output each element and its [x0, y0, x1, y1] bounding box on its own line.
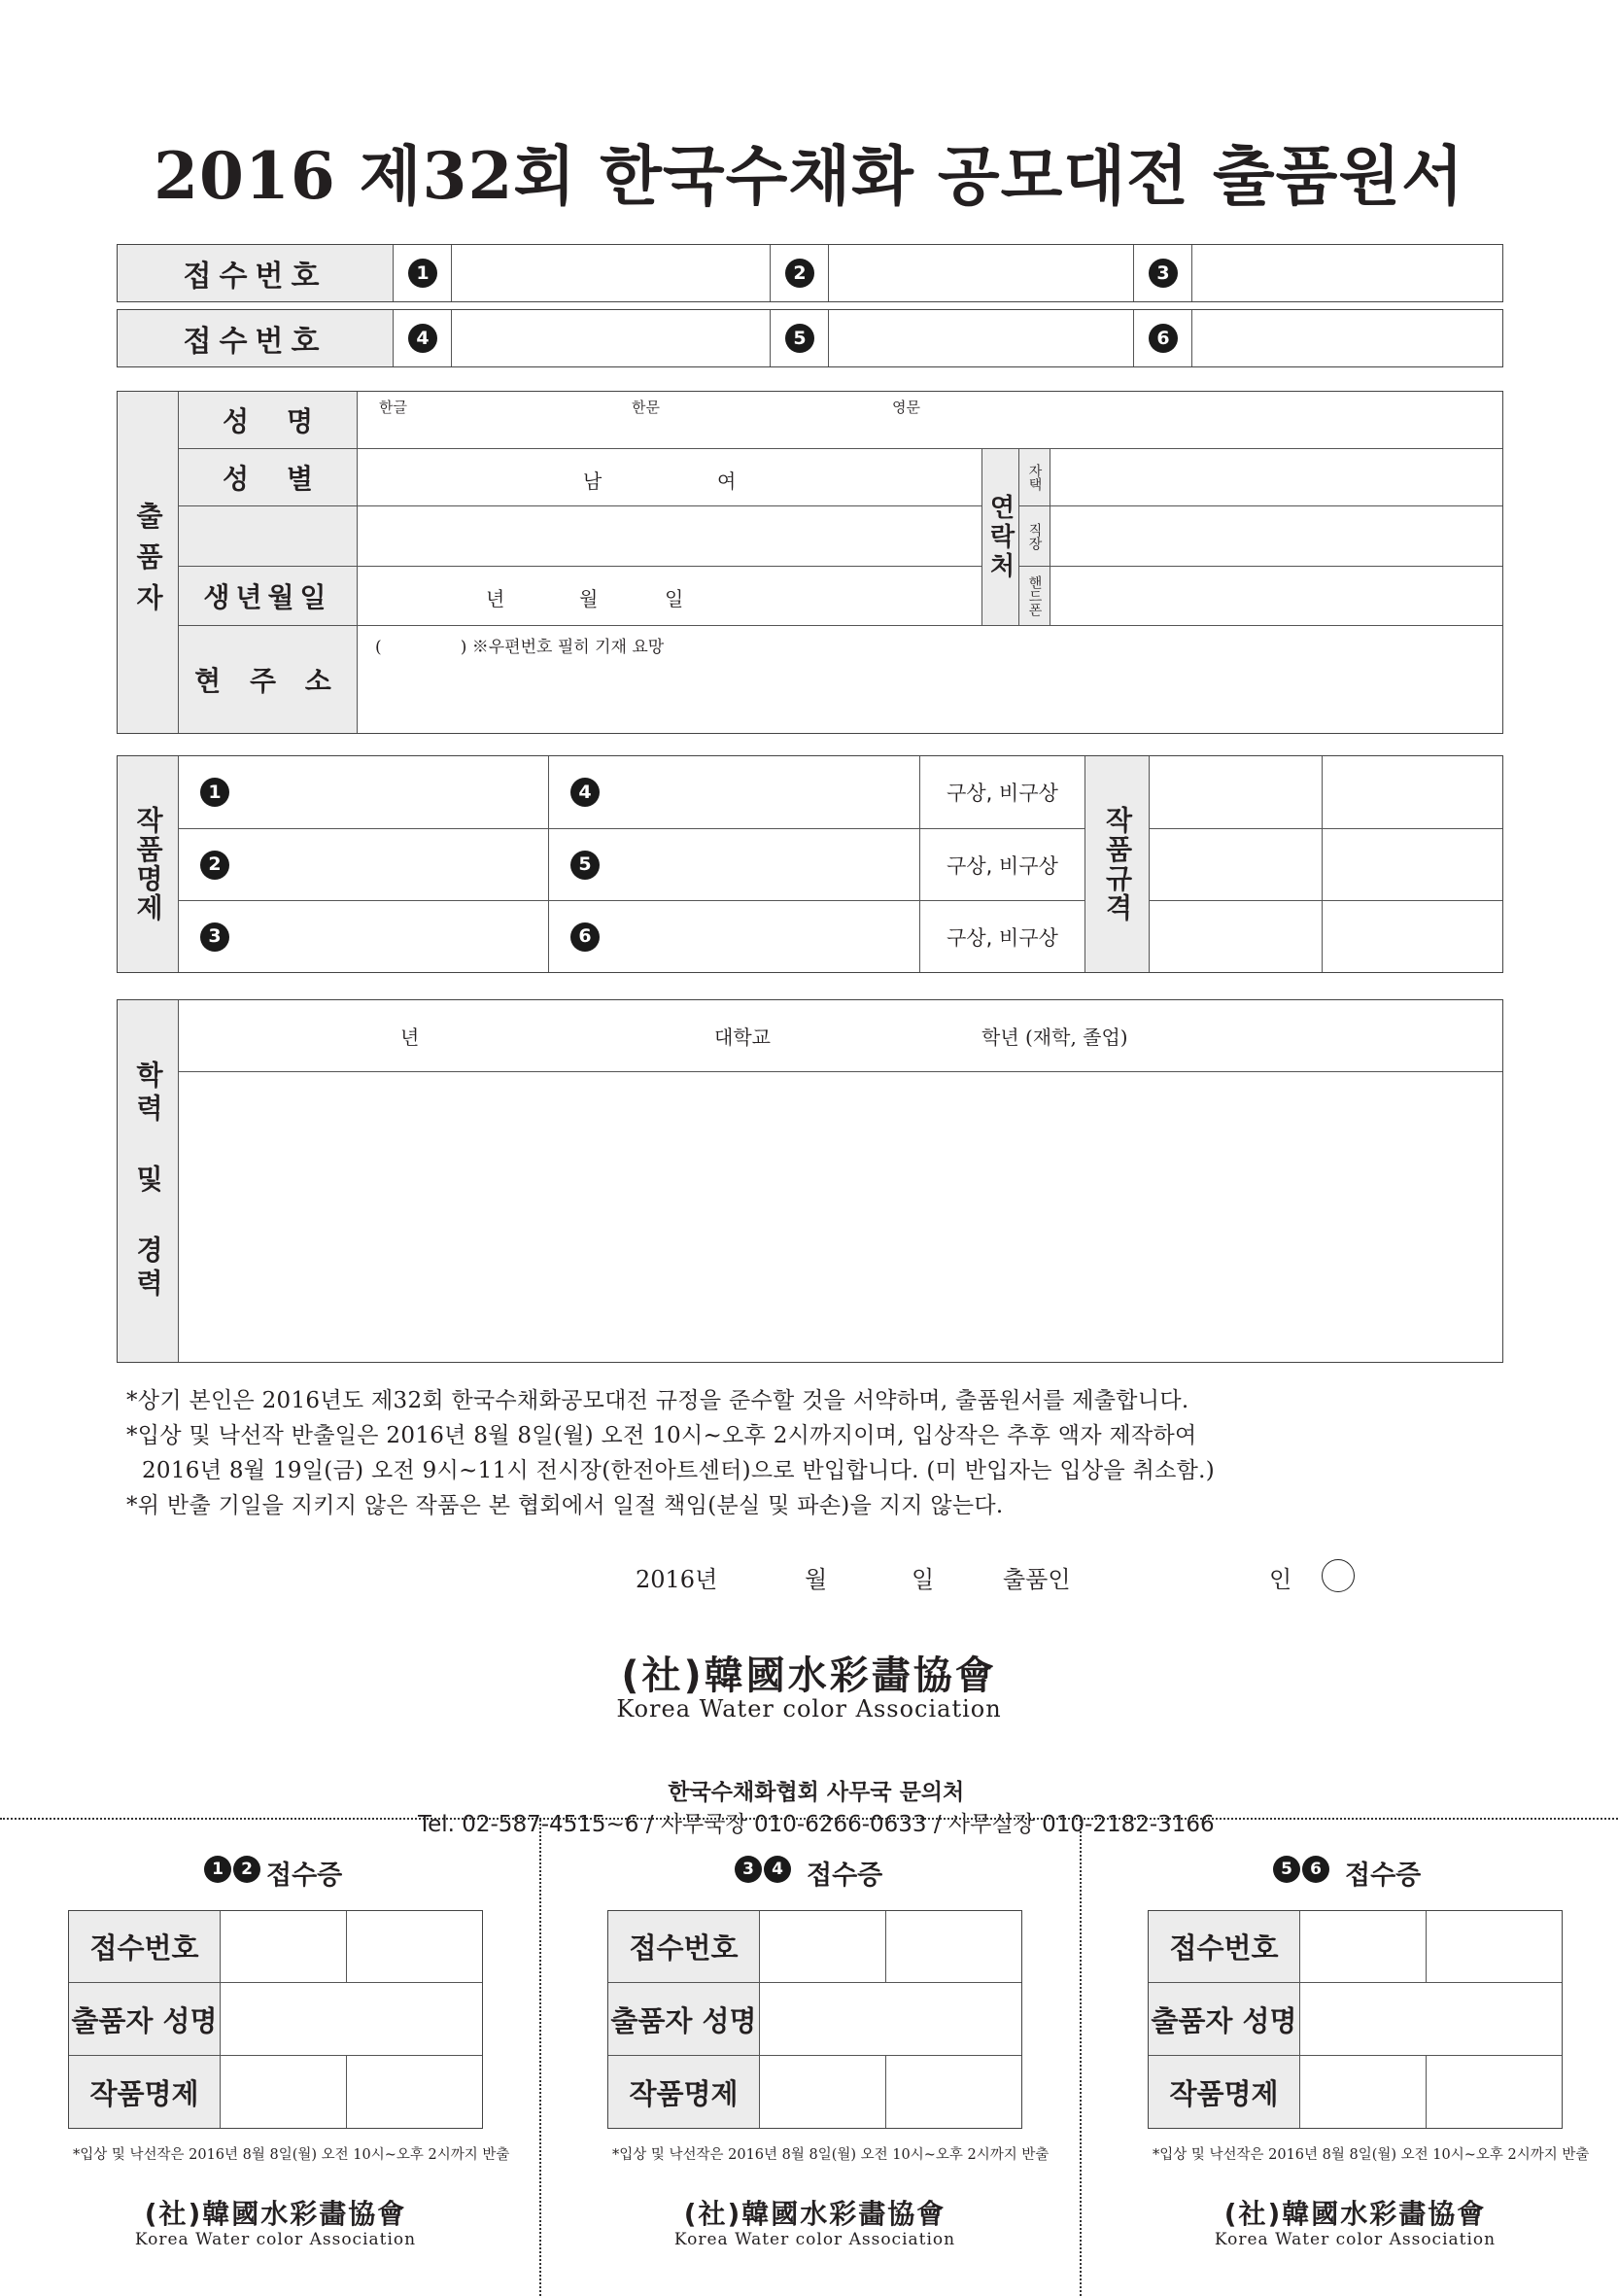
reception-number-label: 접수번호 — [183, 260, 327, 294]
reception-number-badge: 5 — [785, 324, 814, 353]
receipt-return-note: *입상 및 낙선작은 2016년 8월 8일(월) 오전 10시~오후 2시까지 반출 — [612, 2147, 1050, 2163]
artwork-spec-section-label: 작품규격 — [1101, 806, 1134, 922]
receipt-value-field[interactable] — [761, 1985, 1019, 2053]
receipt-value-field[interactable] — [1301, 1985, 1560, 2053]
receipt-number-badge: 5 — [1273, 1856, 1300, 1883]
birth-year-unit: 년 — [486, 587, 505, 610]
receipt-return-note: *입상 및 낙선작은 2016년 8월 8일(월) 오전 10시~오후 2시까지 반출 — [1153, 2147, 1590, 2163]
signature-seal-label: 인 — [1269, 1566, 1292, 1593]
receipt-row-label: 출품자 성명 — [71, 2003, 218, 2037]
artwork-title-field[interactable] — [233, 831, 544, 898]
artwork-number-badge: 4 — [570, 778, 600, 807]
contact-phone-text: Tel. 02-587-4515~6 / 사무국장 010-6266-0633 / 사무실장 010-2182-3166 — [417, 1812, 1215, 1837]
signature-year: 2016년 — [636, 1566, 718, 1593]
receipt-association-hanja: (社)韓國水彩畵協會 — [144, 2198, 407, 2230]
artwork-title-field[interactable] — [233, 758, 544, 826]
birth-label: 생년월일 — [203, 581, 332, 613]
receipt-number-badge: 4 — [764, 1856, 791, 1883]
receipt-association-english: Korea Water color Association — [134, 2230, 417, 2249]
artwork-type-option[interactable]: 구상, 비구상 — [947, 853, 1058, 878]
cut-line-vertical-1 — [539, 1820, 541, 2296]
education-grade-unit: 학년 (재학, 졸업) — [981, 1026, 1128, 1049]
receipt-row-label: 출품자 성명 — [610, 2003, 757, 2037]
association-contact — [0, 1749, 1618, 1838]
artwork-type-option[interactable]: 구상, 비구상 — [947, 782, 1058, 805]
gender-option-male[interactable]: 남 — [583, 470, 602, 493]
birth-day-unit: 일 — [665, 587, 684, 610]
receipt-row-label: 작품명제 — [1169, 2076, 1279, 2110]
receipt-row-label: 접수번호 — [1169, 1931, 1279, 1965]
artwork-title-field[interactable] — [604, 903, 915, 970]
signature-day: 일 — [912, 1566, 935, 1593]
receipt-row-label: 접수번호 — [89, 1931, 199, 1965]
receipt-value-field[interactable] — [222, 1913, 480, 1980]
gender-label: 성 별 — [222, 463, 314, 495]
contact-label: 연락처 — [985, 493, 1015, 581]
receipt-value-field[interactable] — [761, 2058, 1019, 2126]
education-university-unit: 대학교 — [714, 1026, 771, 1049]
note-return-schedule: *입상 및 낙선작 반출일은 2016년 8월 8일(월) 오전 10시~오후 2시까지이며, 입상작은 추후 액자 제작하여 — [126, 1423, 1197, 1448]
reception-number-field[interactable] — [829, 311, 1134, 365]
receipt-value-field[interactable] — [1301, 2058, 1560, 2126]
reception-number-badge: 2 — [785, 259, 814, 288]
gender-option-female[interactable]: 여 — [717, 470, 737, 493]
birth-month-unit: 월 — [579, 587, 599, 610]
note-liability: *위 반출 기일을 지키지 않은 작품은 본 협회에서 일절 책임(분실 및 파손)을 지지 않는다. — [126, 1493, 1004, 1518]
contact-mobile-label: 핸드폰 — [1026, 575, 1043, 616]
association-name-hanja: (社)韓國水彩畵協會 — [621, 1653, 997, 1698]
receipt-title: 접수증 — [1345, 1861, 1422, 1891]
receipt-value-field[interactable] — [222, 2058, 480, 2126]
receipt-association-hanja: (社)韓國水彩畵協會 — [1223, 2198, 1487, 2230]
name-hint-english: 영문 — [892, 399, 920, 416]
reception-number-label: 접수번호 — [183, 325, 327, 359]
receipt-row-label: 출품자 성명 — [1151, 2003, 1297, 2037]
artwork-number-badge: 6 — [570, 922, 600, 952]
artwork-number-badge: 3 — [200, 922, 229, 952]
seal-circle[interactable] — [1322, 1559, 1355, 1592]
receipt-row-label: 접수번호 — [629, 1931, 739, 1965]
receipt-value-field[interactable] — [222, 1985, 480, 2053]
receipt-number-badge: 3 — [735, 1856, 762, 1883]
name-label: 성 명 — [222, 405, 314, 437]
page-title: 2016 제32회 한국수채화 공모대전 출품원서 — [154, 138, 1464, 214]
note-delivery-schedule: 2016년 8월 19일(금) 오전 9시~11시 전시장(한전아트센터)으로 반입합니다. (미 반입자는 입상을 취소함.) — [142, 1458, 1216, 1483]
cut-line-horizontal — [0, 1818, 1618, 1820]
signature-month: 월 — [805, 1566, 828, 1593]
receipt-association-english: Korea Water color Association — [673, 2230, 956, 2249]
reception-number-field[interactable] — [829, 246, 1134, 300]
receipt-row-label: 작품명제 — [629, 2076, 739, 2110]
association-name-english: Korea Water color Association — [616, 1695, 1002, 1722]
applicant-section-label: 출품자 — [132, 501, 164, 624]
receipt-number-badge: 2 — [233, 1856, 260, 1883]
receipt-association-english: Korea Water color Association — [1214, 2230, 1497, 2249]
receipt-number-badge: 6 — [1302, 1856, 1329, 1883]
artwork-title-section-label: 작품명제 — [132, 806, 164, 922]
reception-number-badge: 6 — [1149, 324, 1178, 353]
contact-home-label: 자택 — [1026, 464, 1043, 491]
artwork-type-option[interactable]: 구상, 비구상 — [947, 925, 1058, 950]
receipt-association-hanja: (社)韓國水彩畵協會 — [683, 2198, 947, 2230]
receipt-return-note: *입상 및 낙선작은 2016년 8월 8일(월) 오전 10시~오후 2시까지 반출 — [73, 2147, 510, 2163]
artwork-title-field[interactable] — [233, 903, 544, 970]
note-pledge: *상기 본인은 2016년도 제32회 한국수채화공모대전 규정을 준수할 것을 서약하며, 출품원서를 제출합니다. — [126, 1388, 1189, 1413]
reception-number-field[interactable] — [1192, 311, 1503, 365]
education-year-unit: 년 — [400, 1026, 420, 1049]
receipt-value-field[interactable] — [761, 1913, 1019, 1980]
artwork-number-badge: 1 — [200, 778, 229, 807]
education-table — [117, 999, 1503, 1363]
name-hint-hanja: 한문 — [632, 399, 660, 416]
reception-number-field[interactable] — [452, 246, 771, 300]
contact-office-label: 한국수채화협회 사무국 문의처 — [668, 1780, 965, 1805]
receipt-row-label: 작품명제 — [89, 2076, 199, 2110]
artwork-title-field[interactable] — [604, 758, 915, 826]
reception-number-badge: 1 — [408, 259, 437, 288]
receipt-number-badge: 1 — [204, 1856, 231, 1883]
reception-number-field[interactable] — [1192, 246, 1503, 300]
artwork-title-field[interactable] — [604, 831, 915, 898]
receipt-title: 접수증 — [807, 1861, 883, 1891]
signature-applicant: 출품인 — [1003, 1566, 1071, 1593]
address-hint: ( ) ※우편번호 필히 기재 요망 — [375, 638, 665, 657]
artwork-number-badge: 2 — [200, 851, 229, 880]
reception-number-badge: 3 — [1149, 259, 1178, 288]
education-section-label: 학력 및 경력 — [132, 1061, 164, 1302]
receipt-title: 접수증 — [266, 1861, 343, 1891]
address-label: 현 주 소 — [194, 665, 341, 697]
receipt-value-field[interactable] — [1301, 1913, 1560, 1980]
reception-number-field[interactable] — [452, 311, 771, 365]
cut-line-vertical-2 — [1080, 1820, 1082, 2296]
artwork-number-badge: 5 — [570, 851, 600, 880]
reception-number-badge: 4 — [408, 324, 437, 353]
contact-work-label: 직장 — [1026, 522, 1043, 550]
name-hint-korean: 한글 — [379, 399, 407, 416]
